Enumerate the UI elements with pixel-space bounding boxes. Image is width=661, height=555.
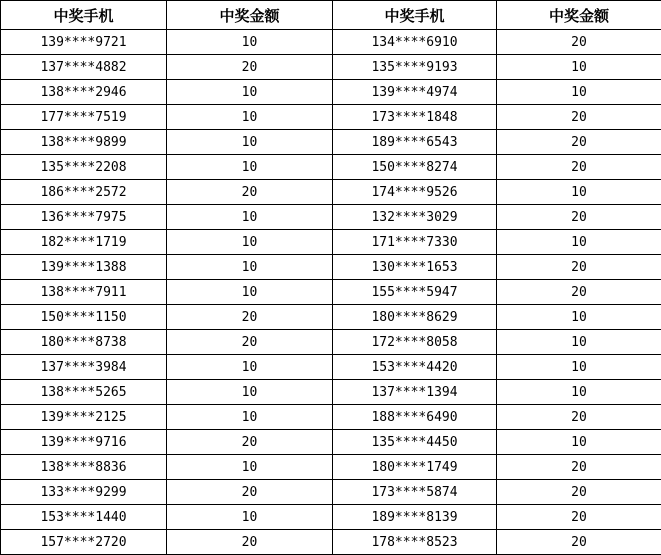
phone-cell: 133****9299 bbox=[1, 480, 167, 505]
phone-cell: 182****1719 bbox=[1, 230, 167, 255]
phone-cell: 135****9193 bbox=[333, 55, 497, 80]
phone-cell: 137****4882 bbox=[1, 55, 167, 80]
amount-cell: 10 bbox=[497, 380, 661, 405]
amount-cell: 10 bbox=[167, 455, 333, 480]
phone-cell: 188****6490 bbox=[333, 405, 497, 430]
table-row bbox=[1, 205, 661, 230]
phone-cell: 134****6910 bbox=[333, 30, 497, 55]
amount-cell: 10 bbox=[167, 130, 333, 155]
amount-cell: 20 bbox=[167, 480, 333, 505]
table-row bbox=[1, 280, 661, 305]
amount-cell: 10 bbox=[497, 355, 661, 380]
amount-cell: 20 bbox=[497, 505, 661, 530]
phone-cell: 173****1848 bbox=[333, 105, 497, 130]
amount-cell: 20 bbox=[497, 105, 661, 130]
phone-cell: 139****4974 bbox=[333, 80, 497, 105]
amount-cell: 20 bbox=[497, 530, 661, 555]
amount-cell: 10 bbox=[497, 305, 661, 330]
header-row bbox=[1, 1, 661, 30]
amount-cell: 10 bbox=[497, 180, 661, 205]
amount-cell: 10 bbox=[167, 280, 333, 305]
table-row bbox=[1, 255, 661, 280]
amount-cell: 20 bbox=[167, 530, 333, 555]
amount-cell: 10 bbox=[167, 205, 333, 230]
phone-cell: 157****2720 bbox=[1, 530, 167, 555]
table-row bbox=[1, 230, 661, 255]
phone-cell: 139****1388 bbox=[1, 255, 167, 280]
table-row bbox=[1, 480, 661, 505]
phone-cell: 153****4420 bbox=[333, 355, 497, 380]
phone-cell: 180****8738 bbox=[1, 330, 167, 355]
amount-cell: 10 bbox=[497, 80, 661, 105]
phone-cell: 180****1749 bbox=[333, 455, 497, 480]
amount-cell: 20 bbox=[167, 330, 333, 355]
amount-cell: 20 bbox=[497, 280, 661, 305]
phone-cell: 138****9899 bbox=[1, 130, 167, 155]
phone-cell: 138****7911 bbox=[1, 280, 167, 305]
table-row bbox=[1, 80, 661, 105]
phone-cell: 171****7330 bbox=[333, 230, 497, 255]
table-row bbox=[1, 455, 661, 480]
amount-cell: 10 bbox=[167, 405, 333, 430]
phone-cell: 138****2946 bbox=[1, 80, 167, 105]
phone-cell: 177****7519 bbox=[1, 105, 167, 130]
amount-cell: 10 bbox=[167, 80, 333, 105]
phone-cell: 180****8629 bbox=[333, 305, 497, 330]
header-amount: 中奖金额 bbox=[497, 1, 661, 30]
amount-cell: 20 bbox=[497, 30, 661, 55]
table-row bbox=[1, 130, 661, 155]
amount-cell: 10 bbox=[167, 155, 333, 180]
phone-cell: 153****1440 bbox=[1, 505, 167, 530]
amount-cell: 20 bbox=[497, 480, 661, 505]
phone-cell: 135****2208 bbox=[1, 155, 167, 180]
table-row bbox=[1, 405, 661, 430]
phone-cell: 174****9526 bbox=[333, 180, 497, 205]
header-amount: 中奖金额 bbox=[167, 1, 333, 30]
phone-cell: 150****8274 bbox=[333, 155, 497, 180]
phone-cell: 186****2572 bbox=[1, 180, 167, 205]
amount-cell: 10 bbox=[497, 55, 661, 80]
phone-cell: 130****1653 bbox=[333, 255, 497, 280]
amount-cell: 10 bbox=[167, 255, 333, 280]
table-row bbox=[1, 430, 661, 455]
phone-cell: 137****1394 bbox=[333, 380, 497, 405]
amount-cell: 10 bbox=[167, 105, 333, 130]
table-row bbox=[1, 355, 661, 380]
header-phone: 中奖手机 bbox=[1, 1, 167, 30]
phone-cell: 189****6543 bbox=[333, 130, 497, 155]
amount-cell: 10 bbox=[497, 330, 661, 355]
header-phone: 中奖手机 bbox=[333, 1, 497, 30]
phone-cell: 138****8836 bbox=[1, 455, 167, 480]
phone-cell: 173****5874 bbox=[333, 480, 497, 505]
phone-cell: 135****4450 bbox=[333, 430, 497, 455]
amount-cell: 10 bbox=[167, 355, 333, 380]
amount-cell: 20 bbox=[167, 180, 333, 205]
table-row bbox=[1, 55, 661, 80]
table-row bbox=[1, 505, 661, 530]
phone-cell: 150****1150 bbox=[1, 305, 167, 330]
amount-cell: 20 bbox=[497, 405, 661, 430]
amount-cell: 20 bbox=[167, 430, 333, 455]
amount-cell: 10 bbox=[167, 230, 333, 255]
amount-cell: 20 bbox=[497, 205, 661, 230]
phone-cell: 189****8139 bbox=[333, 505, 497, 530]
amount-cell: 20 bbox=[497, 130, 661, 155]
amount-cell: 10 bbox=[167, 380, 333, 405]
table-row bbox=[1, 180, 661, 205]
phone-cell: 132****3029 bbox=[333, 205, 497, 230]
amount-cell: 10 bbox=[167, 30, 333, 55]
table-row bbox=[1, 330, 661, 355]
table-row bbox=[1, 105, 661, 130]
phone-cell: 172****8058 bbox=[333, 330, 497, 355]
amount-cell: 10 bbox=[167, 505, 333, 530]
amount-cell: 20 bbox=[497, 455, 661, 480]
table-row bbox=[1, 30, 661, 55]
table-row bbox=[1, 305, 661, 330]
phone-cell: 139****9721 bbox=[1, 30, 167, 55]
table-row bbox=[1, 155, 661, 180]
table-row bbox=[1, 530, 661, 555]
amount-cell: 20 bbox=[497, 255, 661, 280]
phone-cell: 137****3984 bbox=[1, 355, 167, 380]
phone-cell: 136****7975 bbox=[1, 205, 167, 230]
phone-cell: 139****9716 bbox=[1, 430, 167, 455]
amount-cell: 20 bbox=[167, 305, 333, 330]
amount-cell: 20 bbox=[167, 55, 333, 80]
amount-cell: 10 bbox=[497, 430, 661, 455]
table-header bbox=[1, 1, 661, 30]
amount-cell: 20 bbox=[497, 155, 661, 180]
table-row bbox=[1, 380, 661, 405]
phone-cell: 155****5947 bbox=[333, 280, 497, 305]
phone-cell: 178****8523 bbox=[333, 530, 497, 555]
phone-cell: 138****5265 bbox=[1, 380, 167, 405]
amount-cell: 10 bbox=[497, 230, 661, 255]
table-body bbox=[1, 30, 661, 555]
phone-cell: 139****2125 bbox=[1, 405, 167, 430]
